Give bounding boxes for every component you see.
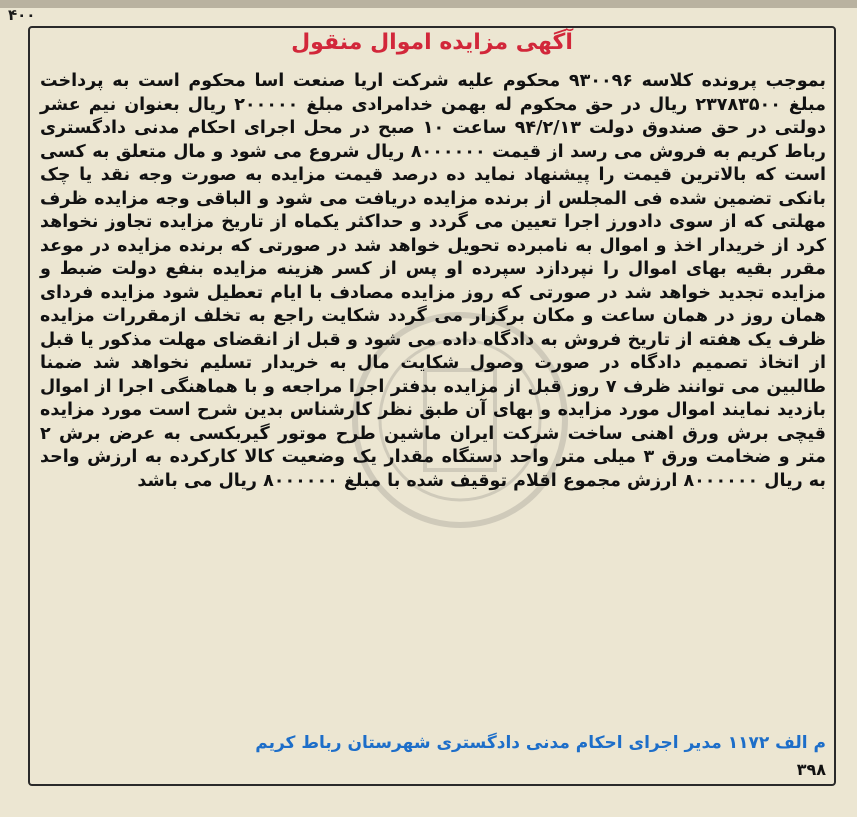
- notice-paragraph: بموجب پرونده کلاسه ۹۳۰۰۹۶ محکوم علیه شرکت اریا صنعت اسا محکوم است به پرداخت مبلغ ۲۳۷۸۳۵۰۰ ریال در حق محکوم له بهمن خدامرادی مبلغ ۲۰۰۰۰۰ ریال بعنوان نیم عشر دولتی در حق صندوق دولت ۹۴/۲/۱۳ ساعت ۱۰ صبح در محل اجرای احکام مدنی دادگستری رباط کریم به فروش می رسد از قیمت ۸۰۰۰۰۰۰ ریال شروع می شود و مال متعلق به کسی است که بالاترین قیمت را پیشنهاد نماید ده درصد قیمت مزایده به صورت وجه نقد یا چک بانکی تضمین شده فی المجلس از برنده مزایده دریافت می شود و الباقی وجه مزایده ظرف مهلتی که از سوی دادورز اجرا تعیین می گردد و حداکثر یکماه از تاریخ مزایده تجاوز نخواهد کرد از خریدار اخذ و اموال به نامبرده تحویل خواهد شد در صورتی که برنده مزایده در موعد مقرر بقیه بهای اموال را نپردازد سپرده او پس از کسر هزینه مزایده بنفع دولت ضبط و مزایده تجدید خواهد شد در صورتی که روز مزایده مصادف با ایام تعطیل شود مزایده فردای همان روز در همان ساعت و مکان برگزار می گردد شکایت راجع به تخلف ازمقررات مزایده ظرف یک هفته از تاریخ فروش به دادگاه داده می شود و قبل از انقضای مهلت مذکور یا قبل از اتخاذ تصمیم دادگاه در صورت وصول شکایت مال به خریدار تسلیم نخواهد شد ضمنا طالبین می توانند ظرف ۷ روز قبل از مزایده بدفتر اجرا مراجعه و با هماهنگی اجرا از اموال بازدید نمایند اموال مورد مزایده و بهای آن طبق نظر کارشناس بدین شرح است مورد مزایده قیچی برش ورق اهنی ساخت شرکت ایران ماشین طرح موتور گیربکسی به عرض برش ۲ متر و ضخامت ورق ۳ میلی متر واحد دستگاه مقدار یک وضعیت کالا کارکرده به ارزش واحد به ریال ۸۰۰۰۰۰۰ ارزش مجموع اقلام توقیف شده با مبلغ ۸۰۰۰۰۰۰ ریال می باشد: [40, 71, 827, 491]
- notice-title: آگهی مزایده اموال منقول: [291, 30, 573, 55]
- notice-signature: م الف ۱۱۷۲ مدیر اجرای احکام مدنی دادگستری شهرستان رباط کریم: [255, 733, 826, 753]
- notice-footer-number: ۳۹۸: [796, 760, 826, 779]
- top-page-number: ۴۰۰: [8, 6, 36, 24]
- previous-clipping-strip: [0, 0, 857, 8]
- notice-body: [40, 70, 826, 493]
